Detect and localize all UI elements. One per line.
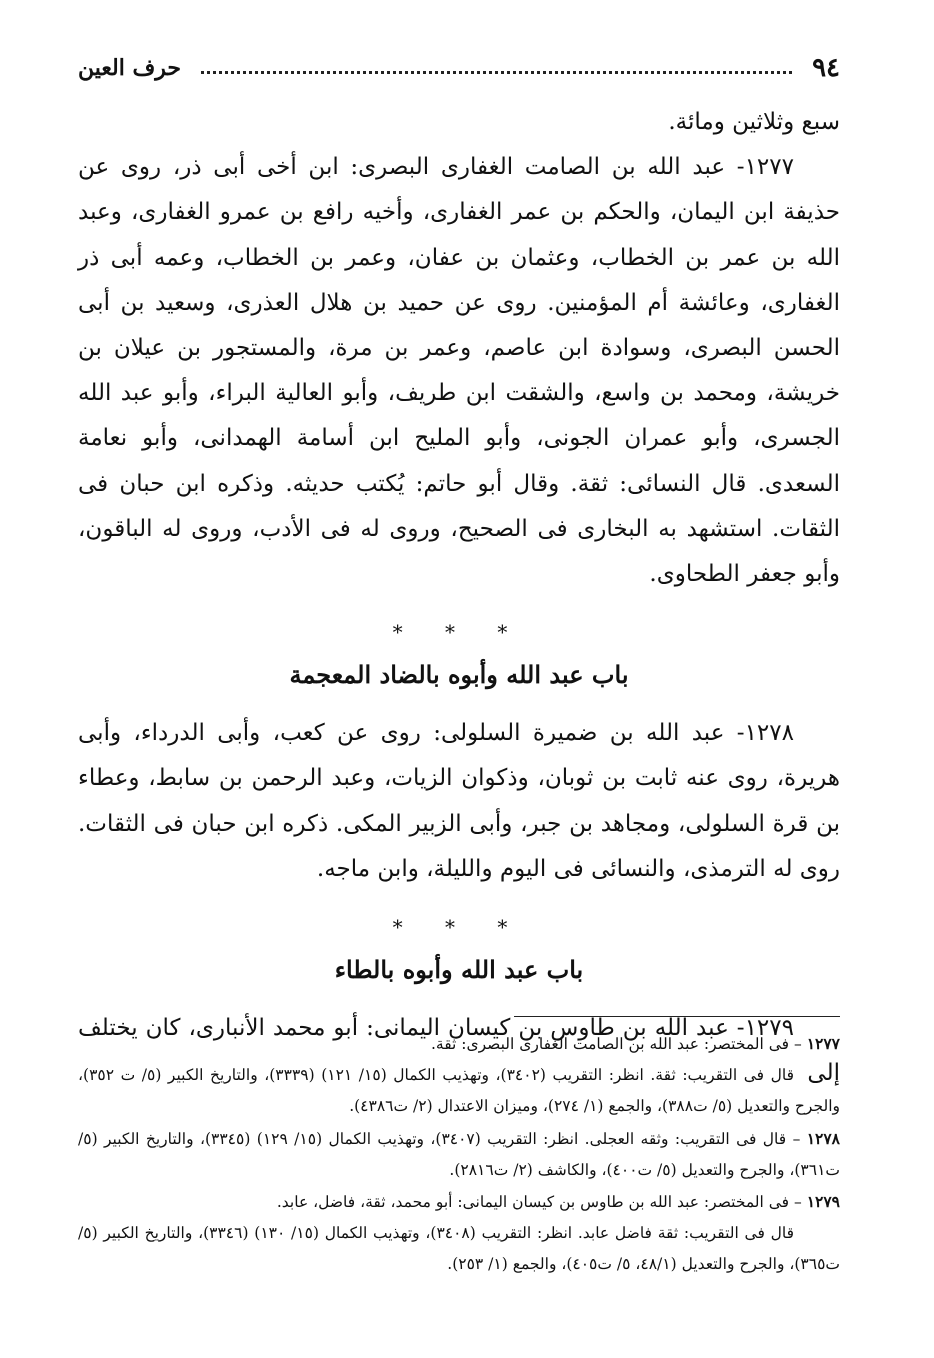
footnote-number: ١٢٧٨ <box>806 1128 841 1148</box>
footnote-1279 <box>78 1186 840 1218</box>
section-heading-ta: باب عبد الله وأبوه بالطاء <box>334 955 584 985</box>
footnote-text: – فى المختصر: عبد الله بن طاوس بن كيسان اليمانى: أبو محمد، ثقة، فاضل، عابد. <box>276 1193 807 1212</box>
running-header <box>78 48 840 88</box>
footnote-1277 <box>78 1028 840 1060</box>
entry-1277: ١٢٧٧- عبد الله بن الصامت الغفارى البصرى: ابن أخى أبى ذر، روى عن حذيفة ابن اليمان، والحكم بن عمر الغفارى، وأخيه رافع بن عمرو الغفارى، وعبد الله بن عمر بن الخطاب، وعثمان بن عفان، وعمر بن الخطاب، وعمه أبى ذر الغفارى، وعائشة أم المؤمنين. روى عن حميد بن هلال العذرى، وسعيد بن أبى الحسن البصرى، وسوادة ابن عاصم، وعمر بن مرة، والمستجور بن عيلان بن خريشة، ومحمد بن واسع، والشقت ابن طريف، وأبو العالية البراء، وأبو عبد الله الجسرى، وأبو عمران الجونى، وأبو المليح ابن أسامة الهمدانى، وأبو نعامة السعدى. قال النسائى: ثقة. وقال أبو حاتم: يُكتب حديثه. وذكره ابن حبان فى الثقات. استشهد به البخارى فى الصحيح، وروى له فى الأدب، وروى له الباقون، وأبو جعفر الطحاوى. <box>78 154 840 588</box>
main-text <box>78 100 840 1096</box>
footnote-1277-detail: قال فى التقريب: ثقة. انظر: التقريب (٣٤٠٢)، وتهذيب الكمال (١٥/ ١٢١) (٣٣٣٩)، والتاريخ الكبير (٥/ ت ٣٥٢)، والجرح والتعديل (٥/ ت٣٨٨)، والجمع (١/ ٢٧٤)، وميزان الاعتدال (٢/ ت٤٣٨٦). <box>78 1066 840 1116</box>
section-separator: * * * <box>392 620 526 645</box>
entry-1279: ١٢٧٩- عبد الله بن طاوس بن كيسان اليمانى: أبو محمد الأنبارى، كان يختلف إلى <box>78 1015 840 1087</box>
continuation-line: سبع وثلاثين ومائة. <box>668 109 840 135</box>
section-separator: * * * <box>392 915 526 940</box>
entry-1278: ١٢٧٨- عبد الله بن ضميرة السلولى: روى عن كعب، وأبى الدرداء، وأبى هريرة، روى عنه ثابت بن ثوبان، وذكوان الزيات، وعبد الرحمن بن سابط، وعطاء بن قرة السلولى، ومجاهد بن جبر، وأبى الزبير المكى. ذكره ابن حبان فى الثقات. روى له الترمذى، والنسائى فى اليوم والليلة، وابن ماجه. <box>78 720 840 882</box>
footnotes <box>78 1028 840 1281</box>
footnote-1279-detail: قال فى التقريب: ثقة فاضل عابد. انظر: التقريب (٣٤٠٨)، وتهذيب الكمال (١٥/ ١٣٠) (٣٣٤٦)، والتاريخ الكبير (٥/ ت٣٦٥)، والجرح والتعديل (٤٨/١، ٥/ ت٤٠٥)، والجمع (١/ ٢٥٣). <box>78 1224 840 1274</box>
footnote-1278 <box>78 1123 840 1186</box>
footnote-text: – قال فى التقريب: وثقه العجلى. انظر: التقريب (٣٤٠٧)، وتهذيب الكمال (١٥/ ١٢٩) (٣٣٤٥)، والتاريخ الكبير (٥/ ت٣٦١)، والجرح والتعديل (٥/ ت٤٠٠)، والكاشف (٢/ ت٢٨١٦). <box>78 1129 840 1179</box>
book-page <box>78 0 840 1358</box>
footnote-divider <box>514 1016 840 1017</box>
footnote-number: ١٢٧٩ <box>806 1192 840 1212</box>
chapter-title: حرف العين <box>78 55 182 81</box>
header-leader-dots <box>201 71 792 74</box>
section-heading-dad: باب عبد الله وأبوه بالضاد المعجمة <box>289 660 629 690</box>
page-number: ٩٤ <box>812 53 840 83</box>
footnote-number: ١٢٧٧ <box>806 1034 840 1053</box>
footnote-text: – فى المختصر: عبد الله بن الصامت الغفارى البصرى: ثقة. <box>430 1035 807 1053</box>
